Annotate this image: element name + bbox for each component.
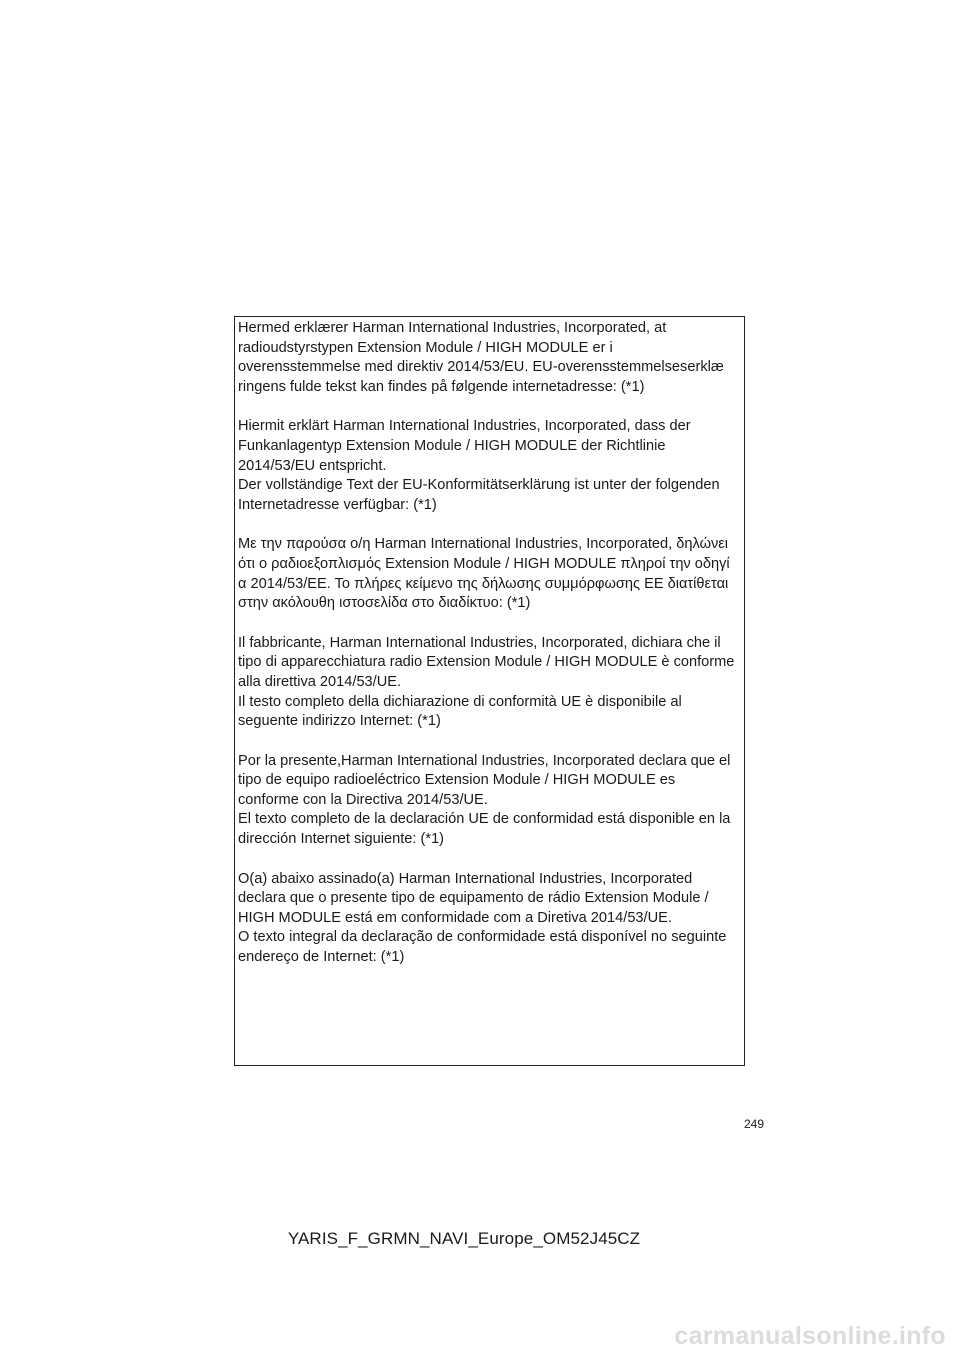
text-line: ringens fulde tekst kan findes på følgende internetadresse: (*1) [238,378,645,395]
page-number: 249 [744,1117,765,1131]
text-line: ότι ο ραδιοεξοπλισμός Extension Module / HIGH MODULE πληροί την οδηγί [238,555,730,572]
text-line: conforme con la Directiva 2014/53/UE. [238,791,488,808]
text-line: El texto completo de la declaración UE de conformidad está disponible en la [238,811,731,828]
text-line: tipo di apparecchiatura radio Extension Module / HIGH MODULE è conforme [238,654,735,671]
text-line: Il testo completo della dichiarazione di conformità UE è disponibile al [238,693,682,710]
text-line: Hermed erklærer Harman International Industries, Incorporated, at [238,320,667,336]
text-line: seguente indirizzo Internet: (*1) [238,713,441,730]
text-line: O texto integral da declaração de conformidade está disponível no seguinte [238,929,727,946]
declaration-spanish [238,752,744,850]
text-line: overensstemmelse med direktiv 2014/53/EU. EU-overensstemmelseserklæ [238,359,724,376]
text-line: tipo de equipo radioeléctrico Extension Module / HIGH MODULE es [238,772,676,789]
document-code: YARIS_F_GRMN_NAVI_Europe_OM52J45CZ [287,1229,641,1248]
watermark: carmanualsonline.info [674,1322,946,1350]
text-line: α 2014/53/ΕΕ. Το πλήρες κείμενο της δήλωσης συμμόρφωσης ΕΕ διατίθεται [238,575,729,592]
text-line: dirección Internet siguiente: (*1) [238,831,445,848]
text-line: στην ακόλουθη ιστοσελίδα στο διαδίκτυο: (*1) [238,595,531,612]
text-line: Por la presente,Harman International Industries, Incorporated declara que el [238,752,731,769]
text-line: Der vollständige Text der EU-Konformitätserklärung ist unter der folgenden [238,477,720,494]
declaration-box [234,316,745,1066]
text-line: declara que o presente tipo de equipamento de rádio Extension Module / [238,890,709,907]
declaration-danish [238,319,744,397]
declaration-portuguese [238,870,744,968]
text-line: radioudstyrstypen Extension Module / HIGH MODULE er i [238,339,613,356]
text-line: O(a) abaixo assinado(a) Harman International Industries, Incorporated [238,870,693,887]
text-line: alla direttiva 2014/53/UE. [238,673,402,690]
text-line: Με την παρούσα ο/η Harman International Industries, Incorporated, δηλώνει [238,536,729,553]
text-line: 2014/53/EU entspricht. [238,457,387,474]
text-line: HIGH MODULE está em conformidade com a Diretiva 2014/53/UE. [238,909,672,926]
text-line: Funkanlagentyp Extension Module / HIGH MODULE der Richtlinie [238,437,666,454]
text-line: Internetadresse verfügbar: (*1) [238,496,437,513]
text-line: Hiermit erklärt Harman International Industries, Incorporated, dass der [238,418,691,435]
text-line: endereço de Internet: (*1) [238,949,405,966]
text-line: Il fabbricante, Harman International Industries, Incorporated, dichiara che il [238,634,721,651]
declaration-italian [238,634,744,732]
declaration-greek [238,535,744,613]
declaration-german [238,417,744,515]
